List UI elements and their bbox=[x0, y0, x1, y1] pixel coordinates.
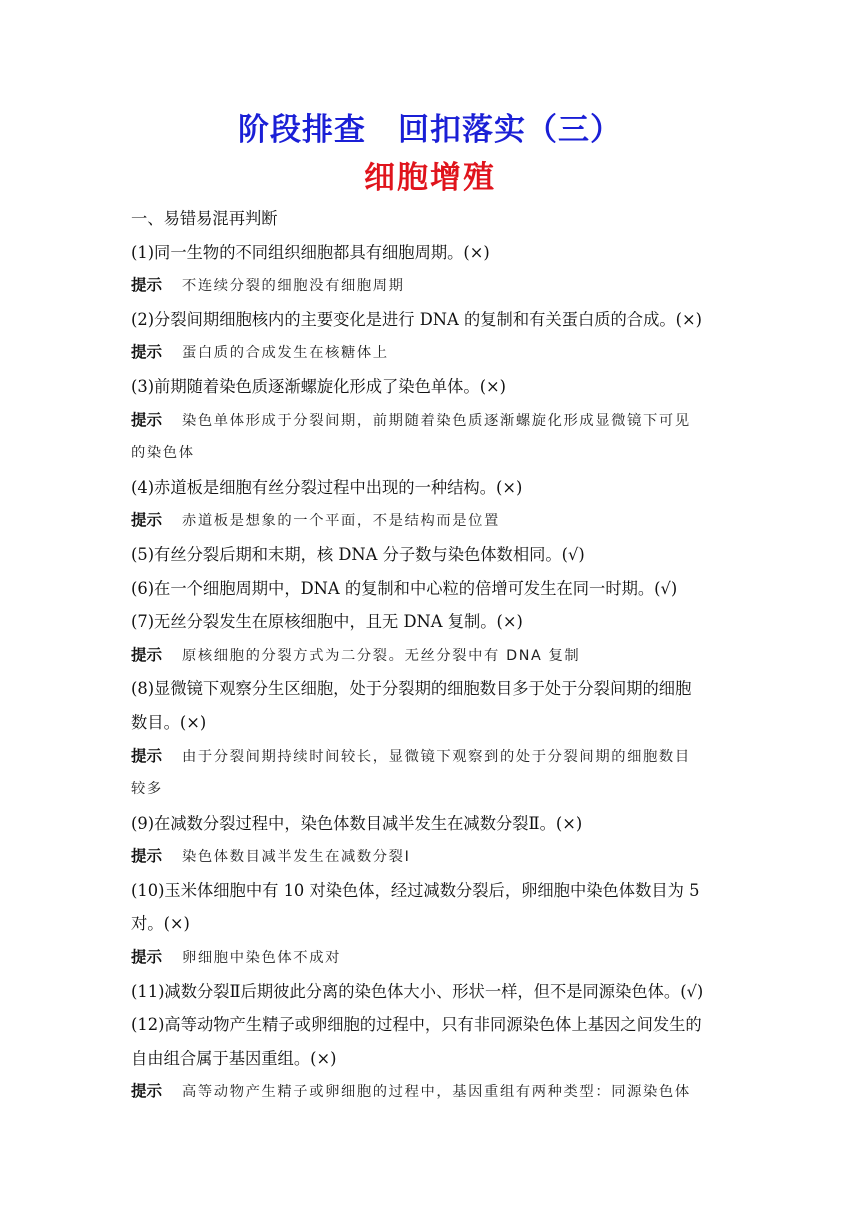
page-title: 阶段排查 回扣落实（三） bbox=[238, 112, 622, 148]
hint-label: 提示 bbox=[131, 343, 163, 362]
question-1: (1)同一生物的不同组织细胞都具有细胞周期。(×) bbox=[131, 242, 490, 262]
question-10-continued: 对。(×) bbox=[131, 914, 190, 934]
question-12-continued: 自由组合属于基因重组。(×) bbox=[131, 1048, 337, 1068]
hint-8 bbox=[131, 740, 730, 774]
hint-4 bbox=[131, 504, 730, 538]
section-heading: 一、易错易混再判断 bbox=[131, 209, 278, 228]
hint-9 bbox=[131, 840, 730, 874]
question-3: (3)前期随着染色质逐渐螺旋化形成了染色单体。(×) bbox=[131, 376, 507, 396]
hint-label: 提示 bbox=[131, 847, 163, 866]
hint-label: 提示 bbox=[131, 511, 163, 530]
page-subtitle: 细胞增殖 bbox=[364, 160, 496, 196]
question-10: (10)玉米体细胞中有 10 对染色体，经过减数分裂后，卵细胞中染色体数目为 5 bbox=[131, 880, 700, 900]
hint-1 bbox=[131, 269, 730, 303]
question-2: (2)分裂间期细胞核内的主要变化是进行 DNA 的复制和有关蛋白质的合成。(×) bbox=[131, 309, 702, 329]
hint-label: 提示 bbox=[131, 276, 163, 295]
hint-text: 蛋白质的合成发生在核糖体上 bbox=[182, 345, 389, 362]
hint-text: 染色单体形成于分裂间期，前期随着染色质逐渐螺旋化形成显微镜下可见 bbox=[182, 412, 691, 429]
hint-text: 原核细胞的分裂方式为二分裂。无丝分裂中有 DNA 复制 bbox=[182, 647, 581, 664]
hint-3-continued: 的染色体 bbox=[131, 445, 195, 462]
hint-text: 由于分裂间期持续时间较长，显微镜下观察到的处于分裂间期的细胞数目 bbox=[182, 748, 691, 765]
document-body bbox=[131, 202, 730, 1109]
hint-label: 提示 bbox=[131, 948, 163, 967]
hint-text: 卵细胞中染色体不成对 bbox=[182, 950, 341, 967]
hint-label: 提示 bbox=[131, 410, 163, 429]
hint-7 bbox=[131, 639, 730, 673]
hint-label: 提示 bbox=[131, 1082, 163, 1101]
question-7: (7)无丝分裂发生在原核细胞中，且无 DNA 复制。(×) bbox=[131, 612, 523, 632]
hint-8-continued: 较多 bbox=[131, 781, 163, 798]
hint-10 bbox=[131, 941, 730, 975]
hint-text: 不连续分裂的细胞没有细胞周期 bbox=[182, 278, 405, 295]
question-4: (4)赤道板是细胞有丝分裂过程中出现的一种结构。(×) bbox=[131, 477, 523, 497]
hint-3 bbox=[131, 404, 730, 438]
hint-text: 高等动物产生精子或卵细胞的过程中，基因重组有两种类型：同源染色体 bbox=[182, 1084, 691, 1101]
question-8: (8)显微镜下观察分生区细胞，处于分裂期的细胞数目多于处于分裂间期的细胞 bbox=[131, 679, 692, 699]
question-5: (5)有丝分裂后期和末期，核 DNA 分子数与染色体数相同。(√) bbox=[131, 544, 585, 564]
hint-text: 赤道板是想象的一个平面，不是结构而是位置 bbox=[182, 513, 500, 530]
question-8-continued: 数目。(×) bbox=[131, 712, 207, 732]
question-11: (11)减数分裂Ⅱ后期彼此分离的染色体大小、形状一样，但不是同源染色体。(√) bbox=[131, 981, 704, 1001]
hint-2 bbox=[131, 336, 730, 370]
question-12: (12)高等动物产生精子或卵细胞的过程中，只有非同源染色体上基因之间发生的 bbox=[131, 1015, 702, 1035]
hint-12 bbox=[131, 1075, 730, 1109]
hint-label: 提示 bbox=[131, 746, 163, 765]
hint-text: 染色体数目减半发生在减数分裂Ⅰ bbox=[182, 849, 411, 866]
hint-label: 提示 bbox=[131, 645, 163, 664]
question-9: (9)在减数分裂过程中，染色体数目减半发生在减数分裂Ⅱ。(×) bbox=[131, 813, 583, 833]
question-6: (6)在一个细胞周期中，DNA 的复制和中心粒的倍增可发生在同一时期。(√) bbox=[131, 578, 678, 598]
